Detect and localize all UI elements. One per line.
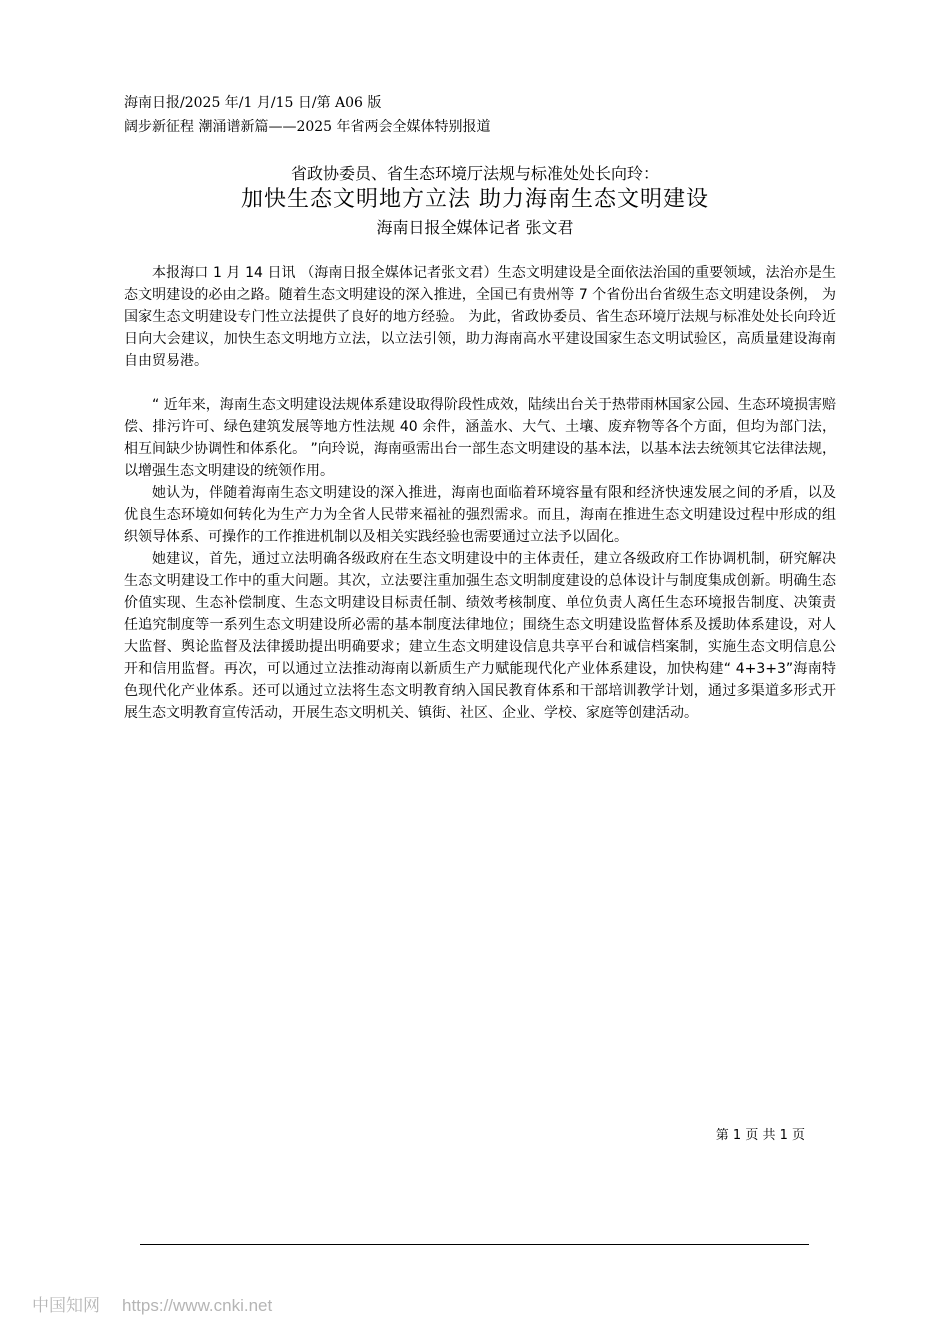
paragraph-suggestions: 她建议，首先，通过立法明确各级政府在生态文明建设中的主体责任，建立各级政府工作协调机制，研究解决生态文明建设工作中的重大问题。其次，立法要注重加强生态文明制度建设的总体设计与制度集成创新。明确生态价值实现、生态补偿制度、生态文明建设目标责任制、绩效考核制度、单位负责人离任生态环境报告制度、决策责任追究制度等一系列生态文明建设所必需的基本制度法律地位；围绕生态文明建设监督体系及援助体系建设，对人大监督、舆论监督及法律援助提出明确要求；建立生态文明建设信息共享平台和诚信档案制，实施生态文明信息公开和信用监督。再次，可以通过立法推动海南以新质生产力赋能现代化产业体系建设，加快构建“ 4+3+3”海南特色现代化产业体系。还可以通过立法将生态文明教育纳入国民教育体系和干部培训教学计划，通过多渠道多形式开展生态文明教育宣传活动，开展生态文明机关、镇街、社区、企业、学校、家庭等创建活动。 xyxy=(124,551,836,721)
article-byline: 海南日报全媒体记者 张文君 xyxy=(376,218,574,237)
footer-divider xyxy=(140,1244,809,1245)
paragraph-lead: 本报海口 1 月 14 日讯 （海南日报全媒体记者张文君）生态文明建设是全面依法治国的重要领域，法治亦是生态文明建设的必由之路。随着生态文明建设的深入推进，全国已有贵州等 7 个省份出台省级生态文明建设条例， 为国家生态文明建设专门性立法提供了良好的地方经验。 为此，省政协委员、省生态环境厅法规与标准处处长向玲近日向大会建议，加快生态文明地方立法，以立法引领，助力海南高水平建设国家生态文明试验区，高质量建设海南自由贸易港。 xyxy=(124,265,836,369)
paragraph-quote: “ 近年来，海南生态文明建设法规体系建设取得阶段性成效，陆续出台关于热带雨林国家公园、生态环境损害赔偿、排污许可、绿色建筑发展等地方性法规 40 余件，涵盖水、大气、土壤、废弃物等各个方面，但均为部门法，相互间缺少协调性和体系化。 ”向玲说，海南亟需出台一部生态文明建设的基本法，以基本法去统领其它法律法规，以增强生态文明建设的统领作用。 xyxy=(124,397,836,479)
column-line: 阔步新征程 潮涌谱新篇——2025 年省两会全媒体特别报道 xyxy=(124,119,491,135)
cnki-watermark xyxy=(32,1294,272,1318)
paragraph-analysis: 她认为，伴随着海南生态文明建设的深入推进，海南也面临着环境容量有限和经济快速发展之间的矛盾，以及优良生态环境如何转化为生产力为全省人民带来福祉的强烈需求。而且，海南在推进生态文明建设过程中形成的组织领导体系、可操作的工作推进机制以及相关实践经验也需要通过立法予以固化。 xyxy=(124,485,836,545)
page-number: 第 1 页 共 1 页 xyxy=(715,1128,805,1143)
source-line: 海南日报/2025 年/1 月/15 日/第 A06 版 xyxy=(124,95,382,111)
article-pre-title: 省政协委员、省生态环境厅法规与标准处处长向玲： xyxy=(290,164,659,183)
watermark-brand: 中国知网 xyxy=(32,1296,100,1315)
article-title: 加快生态文明地方立法 助力海南生态文明建设 xyxy=(241,187,709,212)
article-body xyxy=(124,262,836,724)
watermark-url: https://www.cnki.net xyxy=(122,1296,273,1315)
